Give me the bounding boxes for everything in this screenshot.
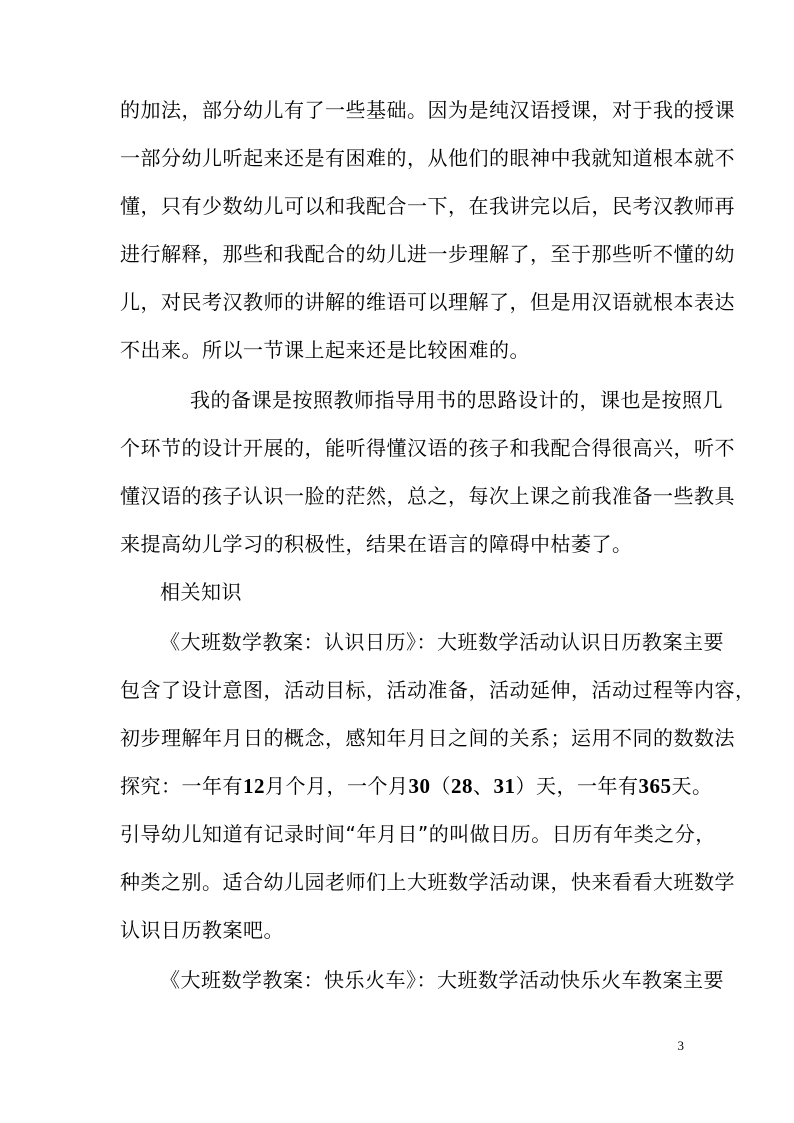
- paragraph-3-line-4: [120, 774, 713, 798]
- paragraph-3-line-6: 种类之别。适合幼儿园老师们上大班数学活动课，快来看看大班数学: [120, 870, 735, 894]
- paragraph-2-line-4: 来提高幼儿学习的积极性，结果在语言的障碍中枯萎了。: [120, 532, 633, 556]
- paragraph-2-line-3: 懂汉语的孩子认识一脸的茫然，总之，每次上课之前我准备一些教具: [120, 484, 735, 508]
- line-4-text-c: （: [430, 774, 451, 798]
- line-4-text-d: 、: [473, 774, 494, 798]
- page-number: 3: [677, 1038, 684, 1053]
- days-min-number: 28: [451, 774, 473, 798]
- days-number: 30: [408, 774, 431, 798]
- line-4-text-b: 月个月，一个月: [265, 774, 409, 798]
- section-heading: 相关知识: [160, 580, 242, 604]
- paragraph-1-line-5: 儿，对民考汉教师的讲解的维语可以理解了，但是用汉语就根本表达: [120, 290, 735, 314]
- paragraph-1-line-1: 的加法，部分幼儿有了一些基础。因为是纯汉语授课，对于我的授课: [120, 98, 735, 122]
- line-4-text-a: 探究：一年有: [120, 774, 243, 798]
- paragraph-1-line-4: 进行解释，那些和我配合的幼儿进一步理解了，至于那些听不懂的幼: [120, 242, 735, 266]
- paragraph-1-line-2: 一部分幼儿听起来还是有困难的，从他们的眼神中我就知道根本就不: [120, 146, 735, 170]
- paragraph-3-line-7: 认识日历教案吧。: [120, 918, 284, 942]
- paragraph-1-line-3: 懂，只有少数幼儿可以和我配合一下，在我讲完以后，民考汉教师再: [120, 194, 735, 218]
- line-4-text-e: ）天，一年有: [515, 774, 639, 798]
- paragraph-3-line-1: 《大班数学教案：认识日历》：大班数学活动认识日历教案主要: [160, 630, 724, 654]
- paragraph-4-line-1: 《大班数学教案：快乐火车》：大班数学活动快乐火车教案主要: [160, 968, 724, 992]
- paragraph-3-line-5: 引导幼儿知道有记录时间“年月日”的叫做日历。日历有年类之分，: [120, 822, 716, 846]
- paragraph-1-line-6: 不出来。所以一节课上起来还是比较困难的。: [120, 338, 530, 362]
- line-4-text-f: 天。: [671, 774, 713, 798]
- paragraph-3-line-2: 包含了设计意图，活动目标，活动准备，活动延伸，活动过程等内容，: [120, 678, 756, 702]
- months-number: 12: [243, 774, 265, 798]
- year-days-number: 365: [638, 774, 672, 798]
- paragraph-3-line-3: 初步理解年月日的概念，感知年月日之间的关系；运用不同的数数法: [120, 726, 735, 750]
- days-max-number: 31: [493, 774, 516, 798]
- paragraph-2-line-2: 个环节的设计开展的，能听得懂汉语的孩子和我配合得很高兴，听不: [120, 436, 735, 460]
- paragraph-2-line-1: 我的备课是按照教师指导用书的思路设计的，课也是按照几: [190, 388, 723, 412]
